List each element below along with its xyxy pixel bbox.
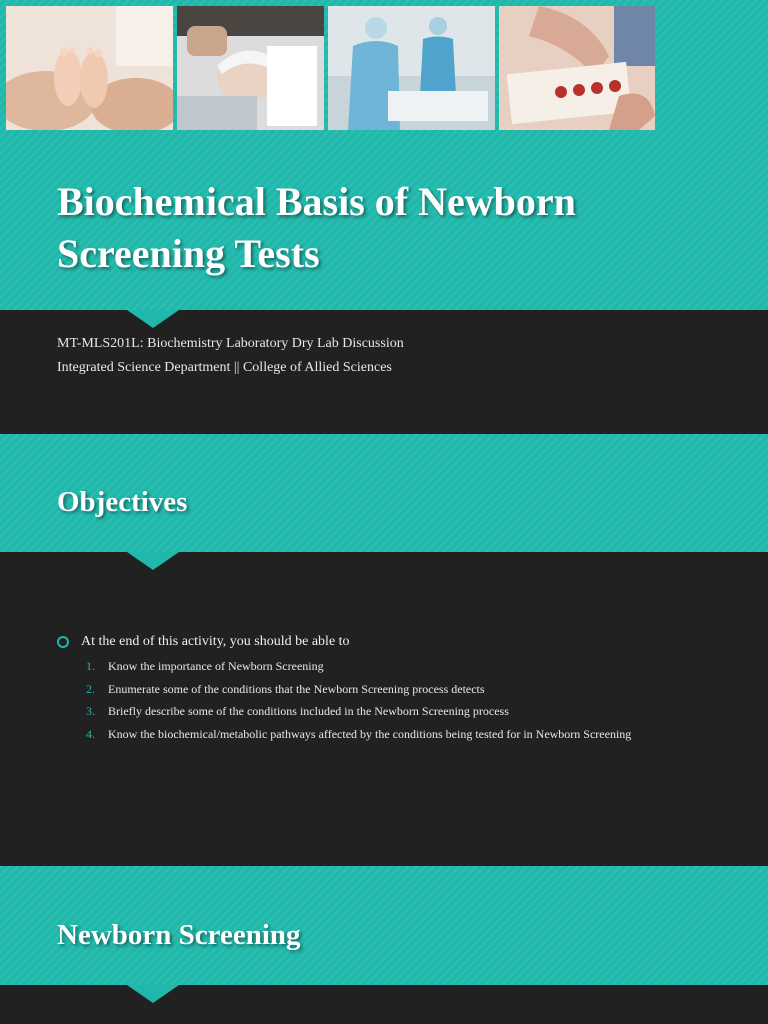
title-line-1: Biochemical Basis of Newborn [57, 179, 576, 224]
objectives-intro [57, 634, 350, 650]
newborn-heel-prick-photo [177, 6, 324, 130]
objectives-notch [127, 552, 179, 570]
newborn-screening-body [0, 985, 768, 1024]
course-subtitle: MT-MLS201L: Biochemistry Laboratory Dry Lab Discussion [57, 336, 404, 351]
nursery-nurses-photo [328, 6, 495, 130]
list-item [86, 727, 631, 750]
newborn-screening-notch [127, 985, 179, 1003]
ring-bullet-icon [57, 636, 69, 648]
list-text: Briefly describe some of the conditions included in the Newborn Screening process [108, 704, 509, 719]
blood-spot-card-photo [499, 6, 655, 130]
baby-feet-photo [6, 6, 173, 130]
header-notch [127, 310, 179, 328]
presentation-title [57, 176, 737, 280]
list-number: 1. [86, 659, 95, 673]
objectives-intro-text: At the end of this activity, you should be able to [81, 634, 350, 649]
list-text: Know the importance of Newborn Screening [108, 659, 324, 673]
objectives-title: Objectives [57, 486, 188, 518]
list-number: 2. [86, 681, 95, 696]
department-subtitle: Integrated Science Department || College of Allied Sciences [57, 360, 392, 375]
objectives-list [86, 659, 631, 750]
list-text: Enumerate some of the conditions that the Newborn Screening process detects [108, 681, 485, 696]
list-number: 3. [86, 704, 95, 719]
list-item [86, 659, 631, 682]
newborn-screening-title: Newborn Screening [57, 919, 301, 951]
list-number: 4. [86, 727, 95, 742]
list-item [86, 704, 631, 727]
list-text: Know the biochemical/metabolic pathways affected by the conditions being tested for in Newborn Screening [108, 727, 632, 742]
list-item [86, 682, 631, 705]
title-line-2: Screening Tests [57, 231, 320, 276]
